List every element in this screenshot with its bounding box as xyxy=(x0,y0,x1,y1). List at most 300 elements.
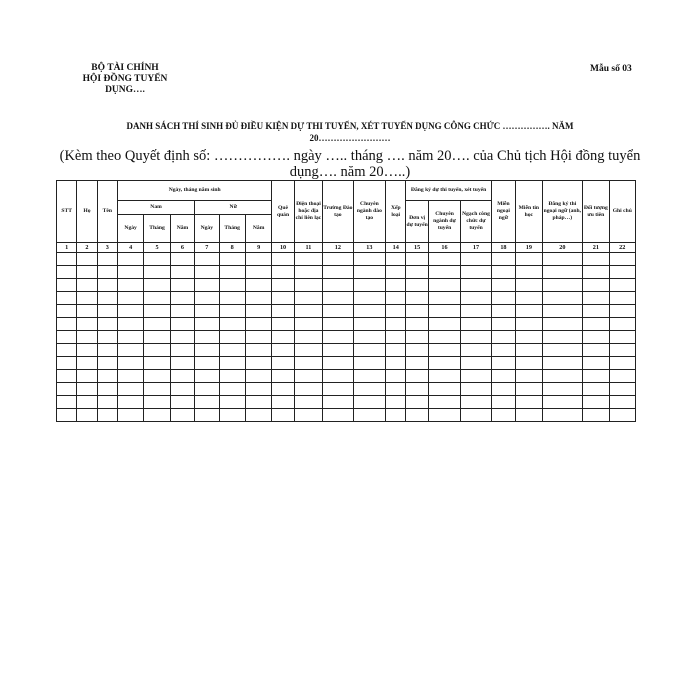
table-cell xyxy=(97,383,117,396)
table-cell xyxy=(170,331,194,344)
table-cell xyxy=(144,370,170,383)
table-cell xyxy=(491,331,515,344)
table-cell xyxy=(609,383,635,396)
table-cell xyxy=(406,370,428,383)
table-cell xyxy=(245,266,271,279)
header-female-month: Tháng xyxy=(219,215,245,243)
table-cell xyxy=(323,292,353,305)
table-cell xyxy=(245,383,271,396)
table-cell xyxy=(406,266,428,279)
table-cell xyxy=(170,357,194,370)
table-row xyxy=(57,266,636,279)
table-cell xyxy=(195,292,219,305)
table-cell xyxy=(219,292,245,305)
header-unit: Đơn vị dự tuyển xyxy=(406,201,428,243)
table-cell xyxy=(144,279,170,292)
table-cell xyxy=(491,344,515,357)
table-cell xyxy=(461,318,491,331)
table-cell xyxy=(219,305,245,318)
table-cell xyxy=(609,305,635,318)
table-cell xyxy=(117,292,143,305)
table-cell xyxy=(77,344,97,357)
table-cell xyxy=(272,253,294,266)
table-cell xyxy=(406,357,428,370)
table-cell xyxy=(542,409,583,422)
table-cell xyxy=(516,318,542,331)
table-cell xyxy=(491,370,515,383)
issuing-organization xyxy=(70,63,180,96)
table-cell xyxy=(461,370,491,383)
column-number: 8 xyxy=(219,243,245,253)
table-cell xyxy=(461,331,491,344)
table-cell xyxy=(97,305,117,318)
table-cell xyxy=(195,344,219,357)
table-cell xyxy=(516,396,542,409)
header-grade: Ngạch công chức dự tuyển xyxy=(461,201,491,243)
table-cell xyxy=(516,305,542,318)
table-cell xyxy=(57,331,77,344)
table-cell xyxy=(542,266,583,279)
column-number: 2 xyxy=(77,243,97,253)
table-cell xyxy=(406,253,428,266)
table-cell xyxy=(170,383,194,396)
table-cell xyxy=(272,305,294,318)
table-cell xyxy=(583,318,609,331)
table-cell xyxy=(386,409,406,422)
table-cell xyxy=(117,396,143,409)
table-cell xyxy=(170,370,194,383)
table-cell xyxy=(406,305,428,318)
table-cell xyxy=(245,344,271,357)
column-number: 19 xyxy=(516,243,542,253)
table-cell xyxy=(77,370,97,383)
table-cell xyxy=(583,357,609,370)
table-row xyxy=(57,409,636,422)
table-cell xyxy=(97,409,117,422)
table-cell xyxy=(272,318,294,331)
table-cell xyxy=(245,331,271,344)
table-cell xyxy=(272,344,294,357)
table-row xyxy=(57,279,636,292)
table-cell xyxy=(77,305,97,318)
table-cell xyxy=(294,396,322,409)
table-cell xyxy=(353,409,386,422)
org-line-ministry: BỘ TÀI CHÍNH xyxy=(91,63,159,73)
table-cell xyxy=(323,318,353,331)
table-cell xyxy=(516,279,542,292)
table-cell xyxy=(516,266,542,279)
table-cell xyxy=(117,305,143,318)
table-cell xyxy=(144,305,170,318)
table-cell xyxy=(491,279,515,292)
table-cell xyxy=(542,253,583,266)
table-cell xyxy=(272,279,294,292)
table-cell xyxy=(461,292,491,305)
header-exempt-it: Miễn tin học xyxy=(516,181,542,243)
table-cell xyxy=(542,305,583,318)
table-cell xyxy=(144,383,170,396)
table-cell xyxy=(353,357,386,370)
header-register-major: Chuyên ngành dự tuyển xyxy=(428,201,461,243)
column-number: 9 xyxy=(245,243,271,253)
column-number: 18 xyxy=(491,243,515,253)
header-hometown: Quê quán xyxy=(272,181,294,243)
table-cell xyxy=(245,253,271,266)
table-cell xyxy=(609,331,635,344)
column-number: 1 xyxy=(57,243,77,253)
table-cell xyxy=(609,396,635,409)
header-male-year: Năm xyxy=(170,215,194,243)
table-cell xyxy=(195,331,219,344)
table-cell xyxy=(428,370,461,383)
table-cell xyxy=(57,318,77,331)
table-cell xyxy=(294,305,322,318)
table-cell xyxy=(272,331,294,344)
table-cell xyxy=(219,253,245,266)
header-female-year: Năm xyxy=(245,215,271,243)
table-cell xyxy=(170,305,194,318)
table-cell xyxy=(461,383,491,396)
table-cell xyxy=(542,344,583,357)
table-cell xyxy=(195,409,219,422)
table-row xyxy=(57,253,636,266)
org-line-council-cont: DỤNG…. xyxy=(105,85,145,95)
table-cell xyxy=(245,396,271,409)
column-number: 4 xyxy=(117,243,143,253)
table-cell xyxy=(406,318,428,331)
table-cell xyxy=(491,266,515,279)
table-cell xyxy=(272,370,294,383)
table-cell xyxy=(516,344,542,357)
table-cell xyxy=(609,292,635,305)
table-cell xyxy=(117,279,143,292)
column-number: 17 xyxy=(461,243,491,253)
table-cell xyxy=(97,266,117,279)
table-cell xyxy=(609,279,635,292)
table-cell xyxy=(219,357,245,370)
table-cell xyxy=(117,383,143,396)
table-cell xyxy=(245,370,271,383)
table-row xyxy=(57,318,636,331)
table-cell xyxy=(542,370,583,383)
table-cell xyxy=(406,409,428,422)
org-line-council: HỘI ĐỒNG TUYỂN xyxy=(82,74,168,84)
table-cell xyxy=(77,409,97,422)
table-cell xyxy=(491,292,515,305)
table-cell xyxy=(386,396,406,409)
table-cell xyxy=(195,279,219,292)
header-stt: STT xyxy=(57,181,77,243)
table-cell xyxy=(57,292,77,305)
table-cell xyxy=(97,292,117,305)
table-cell xyxy=(245,292,271,305)
table-row xyxy=(57,370,636,383)
table-cell xyxy=(428,396,461,409)
table-cell xyxy=(97,318,117,331)
table-cell xyxy=(195,318,219,331)
table-cell xyxy=(323,279,353,292)
table-cell xyxy=(219,344,245,357)
column-number: 20 xyxy=(542,243,583,253)
table-cell xyxy=(428,292,461,305)
table-cell xyxy=(353,253,386,266)
table-cell xyxy=(353,305,386,318)
table-cell xyxy=(195,253,219,266)
table-cell xyxy=(461,396,491,409)
table-cell xyxy=(195,266,219,279)
table-cell xyxy=(170,279,194,292)
table-cell xyxy=(117,357,143,370)
table-cell xyxy=(461,279,491,292)
table-cell xyxy=(542,383,583,396)
table-cell xyxy=(245,357,271,370)
table-cell xyxy=(323,305,353,318)
document-title xyxy=(80,120,620,144)
table-cell xyxy=(516,357,542,370)
table-cell xyxy=(386,253,406,266)
header-dob-group: Ngày, tháng năm sinh xyxy=(117,181,271,201)
table-cell xyxy=(97,279,117,292)
table-cell xyxy=(583,266,609,279)
table-cell xyxy=(542,279,583,292)
header-ten: Tên xyxy=(97,181,117,243)
table-cell xyxy=(294,253,322,266)
table-cell xyxy=(353,383,386,396)
column-number: 6 xyxy=(170,243,194,253)
table-cell xyxy=(144,409,170,422)
table-cell xyxy=(353,331,386,344)
table-row xyxy=(57,305,636,318)
table-row xyxy=(57,357,636,370)
table-cell xyxy=(219,396,245,409)
column-number: 10 xyxy=(272,243,294,253)
table-cell xyxy=(294,357,322,370)
table-cell xyxy=(491,253,515,266)
table-cell xyxy=(219,383,245,396)
table-cell xyxy=(583,331,609,344)
table-cell xyxy=(609,370,635,383)
table-cell xyxy=(323,409,353,422)
candidate-table xyxy=(56,180,636,422)
table-cell xyxy=(428,357,461,370)
table-cell xyxy=(57,279,77,292)
table-cell xyxy=(609,266,635,279)
table-cell xyxy=(353,318,386,331)
table-cell xyxy=(77,357,97,370)
table-cell xyxy=(144,266,170,279)
table-cell xyxy=(428,305,461,318)
table-cell xyxy=(97,331,117,344)
table-cell xyxy=(117,253,143,266)
table-cell xyxy=(195,370,219,383)
column-number: 7 xyxy=(195,243,219,253)
header-male: Nam xyxy=(117,201,194,215)
header-phone: Điện thoại hoặc địa chỉ liên lạc xyxy=(294,181,322,243)
table-cell xyxy=(516,331,542,344)
header-male-day: Ngày xyxy=(117,215,143,243)
table-cell xyxy=(170,318,194,331)
column-number: 14 xyxy=(386,243,406,253)
table-cell xyxy=(77,383,97,396)
table-cell xyxy=(386,279,406,292)
table-cell xyxy=(461,344,491,357)
table-cell xyxy=(491,409,515,422)
table-cell xyxy=(516,292,542,305)
table-row xyxy=(57,292,636,305)
table-cell xyxy=(428,344,461,357)
table-cell xyxy=(77,331,97,344)
table-cell xyxy=(117,409,143,422)
table-cell xyxy=(245,305,271,318)
table-cell xyxy=(491,318,515,331)
header-priority: Đối tượng ưu tiên xyxy=(583,181,609,243)
table-cell xyxy=(117,370,143,383)
table-cell xyxy=(219,279,245,292)
column-number: 12 xyxy=(323,243,353,253)
table-cell xyxy=(117,318,143,331)
table-cell xyxy=(461,357,491,370)
table-cell xyxy=(428,279,461,292)
table-cell xyxy=(323,357,353,370)
column-number: 11 xyxy=(294,243,322,253)
table-cell xyxy=(97,357,117,370)
table-cell xyxy=(294,318,322,331)
table-cell xyxy=(428,331,461,344)
table-cell xyxy=(117,266,143,279)
table-cell xyxy=(170,266,194,279)
header-rank: Xếp loại xyxy=(386,181,406,243)
table-cell xyxy=(57,305,77,318)
table-cell xyxy=(97,370,117,383)
table-cell xyxy=(406,331,428,344)
header-exempt-lang: Miễn ngoại ngữ xyxy=(491,181,515,243)
table-cell xyxy=(195,305,219,318)
table-cell xyxy=(491,357,515,370)
table-cell xyxy=(57,344,77,357)
table-cell xyxy=(170,292,194,305)
table-cell xyxy=(195,383,219,396)
table-cell xyxy=(294,279,322,292)
table-cell xyxy=(144,331,170,344)
table-cell xyxy=(428,266,461,279)
table-cell xyxy=(386,305,406,318)
table-cell xyxy=(294,409,322,422)
table-cell xyxy=(583,279,609,292)
table-cell xyxy=(583,370,609,383)
table-cell xyxy=(77,266,97,279)
header-ho: Họ xyxy=(77,181,97,243)
table-cell xyxy=(386,331,406,344)
table-cell xyxy=(386,266,406,279)
column-number-row xyxy=(57,243,636,253)
table-cell xyxy=(170,344,194,357)
table-cell xyxy=(294,344,322,357)
table-cell xyxy=(386,370,406,383)
table-cell xyxy=(57,409,77,422)
column-number: 15 xyxy=(406,243,428,253)
table-cell xyxy=(428,383,461,396)
table-cell xyxy=(516,409,542,422)
table-cell xyxy=(542,396,583,409)
table-cell xyxy=(583,396,609,409)
table-cell xyxy=(272,292,294,305)
table-cell xyxy=(272,396,294,409)
table-cell xyxy=(144,292,170,305)
table-cell xyxy=(77,253,97,266)
table-cell xyxy=(57,370,77,383)
table-cell xyxy=(406,292,428,305)
column-number: 22 xyxy=(609,243,635,253)
table-cell xyxy=(57,266,77,279)
table-cell xyxy=(117,331,143,344)
column-number: 3 xyxy=(97,243,117,253)
table-cell xyxy=(219,266,245,279)
table-cell xyxy=(406,383,428,396)
table-cell xyxy=(170,409,194,422)
table-cell xyxy=(386,318,406,331)
table-cell xyxy=(609,253,635,266)
table-cell xyxy=(353,266,386,279)
column-number: 21 xyxy=(583,243,609,253)
table-cell xyxy=(294,331,322,344)
table-cell xyxy=(542,292,583,305)
table-cell xyxy=(77,279,97,292)
table-cell xyxy=(323,253,353,266)
table-cell xyxy=(294,292,322,305)
table-cell xyxy=(77,318,97,331)
table-cell xyxy=(609,318,635,331)
table-cell xyxy=(406,344,428,357)
table-cell xyxy=(583,305,609,318)
table-cell xyxy=(583,344,609,357)
header-school: Trường Đào tạo xyxy=(323,181,353,243)
table-cell xyxy=(272,383,294,396)
table-cell xyxy=(323,266,353,279)
table-row xyxy=(57,344,636,357)
table-cell xyxy=(144,344,170,357)
table-cell xyxy=(609,344,635,357)
column-number: 13 xyxy=(353,243,386,253)
header-female: Nữ xyxy=(195,201,272,215)
table-cell xyxy=(516,253,542,266)
table-cell xyxy=(516,383,542,396)
table-cell xyxy=(516,370,542,383)
table-cell xyxy=(144,318,170,331)
table-cell xyxy=(323,344,353,357)
table-cell xyxy=(491,305,515,318)
table-cell xyxy=(57,357,77,370)
table-cell xyxy=(97,396,117,409)
table-cell xyxy=(353,370,386,383)
table-cell xyxy=(461,253,491,266)
table-cell xyxy=(219,370,245,383)
table-cell xyxy=(386,383,406,396)
table-cell xyxy=(117,344,143,357)
table-cell xyxy=(77,292,97,305)
table-cell xyxy=(583,383,609,396)
table-cell xyxy=(97,253,117,266)
table-cell xyxy=(542,318,583,331)
header-female-day: Ngày xyxy=(195,215,219,243)
table-cell xyxy=(406,396,428,409)
table-cell xyxy=(57,253,77,266)
title-line-2: 20…………………… xyxy=(309,133,391,143)
table-cell xyxy=(57,396,77,409)
table-cell xyxy=(144,357,170,370)
table-cell xyxy=(77,396,97,409)
table-cell xyxy=(219,331,245,344)
table-cell xyxy=(386,357,406,370)
